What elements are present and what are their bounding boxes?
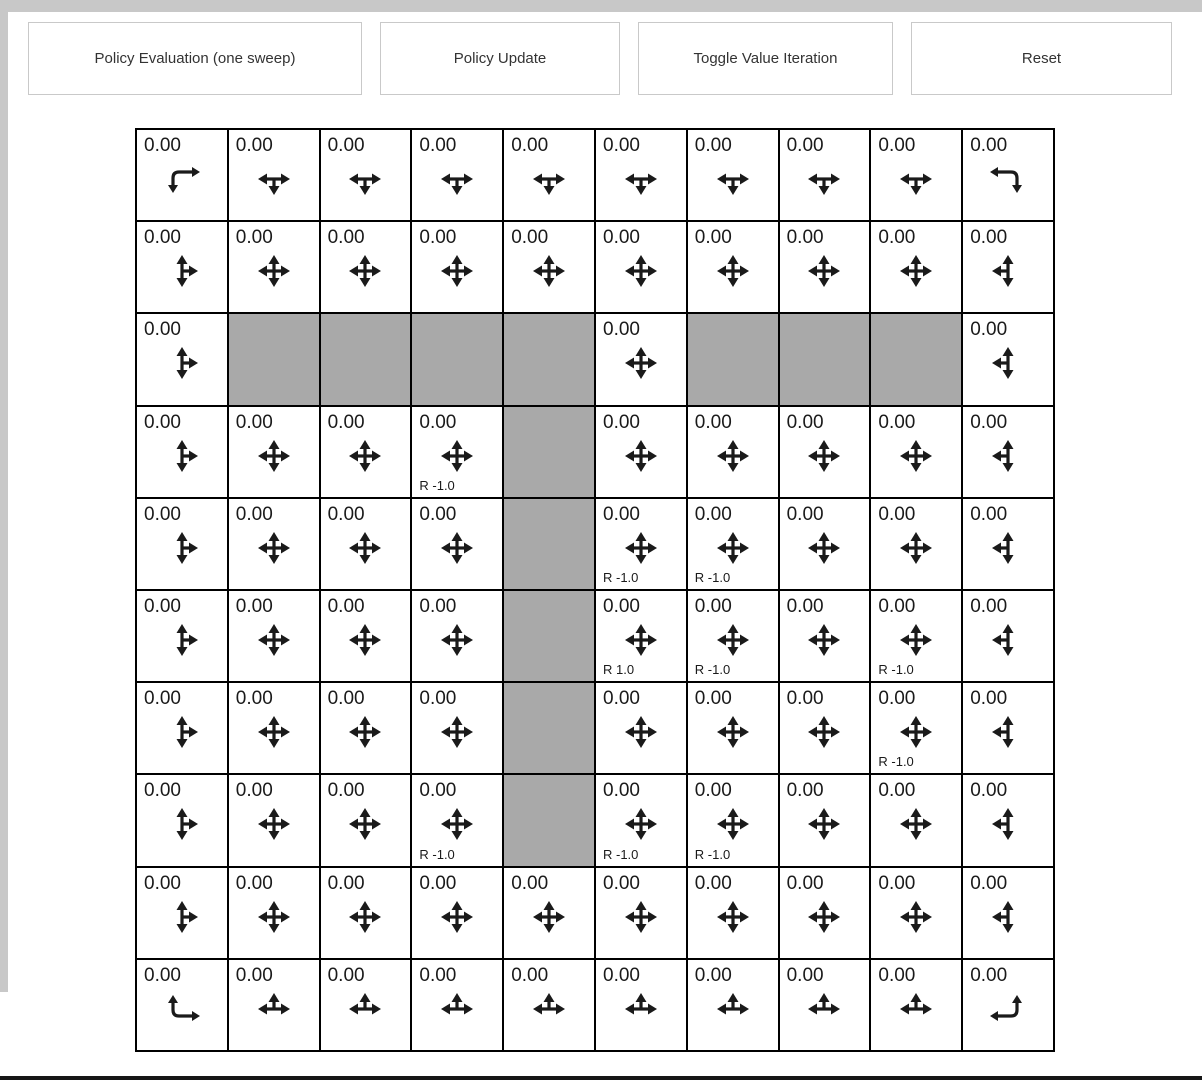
grid-cell-wall[interactable] xyxy=(504,314,594,404)
grid-cell[interactable] xyxy=(137,868,227,958)
cell-value: 0.00 xyxy=(235,411,273,433)
grid-cell[interactable] xyxy=(596,683,686,773)
grid-cell[interactable] xyxy=(963,775,1053,865)
cell-value: 0.00 xyxy=(419,872,457,894)
grid-cell[interactable] xyxy=(871,775,961,865)
policy-arrow-icon xyxy=(621,159,661,199)
policy-arrow-icon xyxy=(254,712,294,752)
grid-cell[interactable] xyxy=(871,130,961,220)
grid-cell[interactable] xyxy=(688,499,778,589)
policy-arrow-icon xyxy=(621,712,661,752)
cell-value: 0.00 xyxy=(878,688,916,710)
policy-arrow-icon xyxy=(162,436,202,476)
policy-arrow-icon xyxy=(254,620,294,660)
policy-arrow-icon xyxy=(988,989,1028,1029)
cell-value: 0.00 xyxy=(786,688,824,710)
policy-arrow-icon xyxy=(896,620,936,660)
grid-cell-wall[interactable] xyxy=(504,775,594,865)
policy-arrow-icon xyxy=(896,897,936,937)
cell-value: 0.00 xyxy=(786,872,824,894)
grid-cell[interactable] xyxy=(504,222,594,312)
policy-arrow-icon xyxy=(621,528,661,568)
policy-arrow-icon xyxy=(896,712,936,752)
cell-reward: R -1.0 xyxy=(878,662,914,678)
policy-arrow-icon xyxy=(804,251,844,291)
cell-reward: R -1.0 xyxy=(419,846,455,862)
cell-value: 0.00 xyxy=(144,135,181,156)
cell-value: 0.00 xyxy=(970,227,1008,249)
policy-arrow-icon xyxy=(804,159,844,199)
policy-arrow-icon xyxy=(345,620,385,660)
policy-arrow-icon xyxy=(529,159,569,199)
cell-value: 0.00 xyxy=(970,780,1008,802)
grid-cell[interactable] xyxy=(321,222,411,312)
cell-value: 0.00 xyxy=(970,688,1008,710)
policy-arrow-icon xyxy=(621,251,661,291)
reset-button[interactable]: Reset xyxy=(911,22,1172,95)
grid-cell[interactable] xyxy=(321,683,411,773)
grid-cell[interactable] xyxy=(321,868,411,958)
policy-arrow-icon xyxy=(896,436,936,476)
policy-arrow-icon xyxy=(437,989,477,1029)
cell-value: 0.00 xyxy=(603,503,640,525)
policy-arrow-icon xyxy=(896,804,936,844)
grid-cell[interactable] xyxy=(688,591,778,681)
cell-reward: R -1.0 xyxy=(603,846,639,862)
grid-cell[interactable] xyxy=(321,130,411,220)
cell-value: 0.00 xyxy=(786,595,824,617)
grid-cell[interactable] xyxy=(596,868,686,958)
cell-value: 0.00 xyxy=(603,319,640,341)
grid-cell[interactable] xyxy=(137,407,227,497)
grid-cell[interactable] xyxy=(688,407,778,497)
policy-arrow-icon xyxy=(804,620,844,660)
policy-arrow-icon xyxy=(254,897,294,937)
cell-value: 0.00 xyxy=(878,227,916,249)
cell-value: 0.00 xyxy=(603,780,640,802)
policy-arrow-icon xyxy=(529,251,569,291)
cell-value: 0.00 xyxy=(970,135,1008,156)
grid-cell[interactable] xyxy=(412,960,502,1050)
policy-arrow-icon xyxy=(621,804,661,844)
screen-edge-bottom xyxy=(0,1076,1202,1080)
cell-value: 0.00 xyxy=(970,964,1008,986)
grid-cell[interactable] xyxy=(963,868,1053,958)
grid-cell[interactable] xyxy=(229,775,319,865)
grid-cell[interactable] xyxy=(229,960,319,1050)
cell-value: 0.00 xyxy=(694,872,732,894)
grid-cell[interactable] xyxy=(321,499,411,589)
cell-value: 0.00 xyxy=(603,872,640,894)
grid-cell[interactable] xyxy=(688,775,778,865)
grid-cell[interactable] xyxy=(963,314,1053,404)
grid-cell[interactable] xyxy=(780,775,870,865)
policy-arrow-icon xyxy=(162,528,202,568)
cell-value: 0.00 xyxy=(511,964,549,986)
cell-value: 0.00 xyxy=(327,595,365,617)
cell-value: 0.00 xyxy=(235,780,273,802)
policy-arrow-icon xyxy=(162,897,202,937)
grid-cell[interactable] xyxy=(137,130,227,220)
grid-cell[interactable] xyxy=(137,775,227,865)
grid-cell[interactable] xyxy=(871,222,961,312)
grid-cell-wall[interactable] xyxy=(504,407,594,497)
policy-arrow-icon xyxy=(988,251,1028,291)
grid-cell[interactable] xyxy=(137,222,227,312)
policy-arrow-icon xyxy=(804,804,844,844)
cell-value: 0.00 xyxy=(144,780,181,802)
cell-value: 0.00 xyxy=(144,227,181,249)
grid-cell[interactable] xyxy=(780,683,870,773)
policy-arrow-icon xyxy=(804,712,844,752)
policy-arrow-icon xyxy=(621,989,661,1029)
policy-arrow-icon xyxy=(988,528,1028,568)
cell-value: 0.00 xyxy=(144,872,181,894)
cell-value: 0.00 xyxy=(144,964,181,986)
policy-arrow-icon xyxy=(804,436,844,476)
policy-arrow-icon xyxy=(345,251,385,291)
grid-cell[interactable] xyxy=(963,591,1053,681)
policy-arrow-icon xyxy=(713,436,753,476)
grid-cell[interactable] xyxy=(871,407,961,497)
policy-arrow-icon xyxy=(713,159,753,199)
cell-value: 0.00 xyxy=(694,503,732,525)
policy-arrow-icon xyxy=(621,343,661,383)
policy-arrow-icon xyxy=(162,343,202,383)
policy-arrow-icon xyxy=(162,804,202,844)
grid-cell[interactable] xyxy=(780,499,870,589)
grid-cell[interactable] xyxy=(596,960,686,1050)
cell-reward: R -1.0 xyxy=(419,477,455,493)
cell-value: 0.00 xyxy=(786,964,824,986)
cell-value: 0.00 xyxy=(144,688,181,710)
policy-arrow-icon xyxy=(988,620,1028,660)
cell-value: 0.00 xyxy=(144,595,181,617)
cell-value: 0.00 xyxy=(419,411,457,433)
grid-cell[interactable] xyxy=(321,407,411,497)
cell-value: 0.00 xyxy=(603,595,640,617)
grid-cell[interactable] xyxy=(229,130,319,220)
cell-value: 0.00 xyxy=(694,780,732,802)
grid-cell[interactable] xyxy=(229,683,319,773)
grid-cell[interactable] xyxy=(688,960,778,1050)
cell-reward: R -1.0 xyxy=(694,569,731,585)
grid-cell-wall[interactable] xyxy=(780,314,870,404)
cell-value: 0.00 xyxy=(694,227,732,249)
grid-cell-wall[interactable] xyxy=(504,499,594,589)
grid-cell[interactable] xyxy=(137,499,227,589)
cell-value: 0.00 xyxy=(970,595,1008,617)
grid-cell[interactable] xyxy=(688,868,778,958)
grid-cell[interactable] xyxy=(321,591,411,681)
cell-value: 0.00 xyxy=(603,411,640,433)
grid-cell[interactable] xyxy=(504,130,594,220)
cell-value: 0.00 xyxy=(419,135,457,156)
policy-arrow-icon xyxy=(345,989,385,1029)
cell-value: 0.00 xyxy=(694,688,732,710)
policy-arrow-icon xyxy=(437,712,477,752)
cell-value: 0.00 xyxy=(511,872,549,894)
cell-value: 0.00 xyxy=(327,411,365,433)
cell-value: 0.00 xyxy=(786,780,824,802)
policy-evaluation-button[interactable]: Policy Evaluation (one sweep) xyxy=(28,22,362,95)
policy-arrow-icon xyxy=(988,343,1028,383)
cell-value: 0.00 xyxy=(327,503,365,525)
grid-cell[interactable] xyxy=(963,499,1053,589)
policy-arrow-icon xyxy=(254,804,294,844)
cell-value: 0.00 xyxy=(694,411,732,433)
policy-arrow-icon xyxy=(529,897,569,937)
cell-reward: R -1.0 xyxy=(603,569,639,585)
cell-value: 0.00 xyxy=(327,780,365,802)
grid-cell[interactable] xyxy=(137,591,227,681)
grid-cell[interactable] xyxy=(780,591,870,681)
grid-cell[interactable] xyxy=(780,407,870,497)
cell-value: 0.00 xyxy=(603,688,640,710)
grid-cell[interactable] xyxy=(321,960,411,1050)
cell-value: 0.00 xyxy=(878,780,916,802)
grid-cell[interactable] xyxy=(688,683,778,773)
grid-cell[interactable] xyxy=(596,775,686,865)
grid-cell-wall[interactable] xyxy=(871,314,961,404)
policy-arrow-icon xyxy=(988,436,1028,476)
grid-cell[interactable] xyxy=(229,868,319,958)
cell-reward: R -1.0 xyxy=(878,754,914,770)
policy-arrow-icon xyxy=(713,712,753,752)
policy-arrow-icon xyxy=(437,436,477,476)
policy-arrow-icon xyxy=(713,804,753,844)
cell-value: 0.00 xyxy=(419,595,457,617)
grid-cell[interactable] xyxy=(871,960,961,1050)
toolbar xyxy=(28,22,1168,95)
policy-arrow-icon xyxy=(988,804,1028,844)
policy-arrow-icon xyxy=(254,528,294,568)
cell-value: 0.00 xyxy=(235,872,273,894)
grid-cell[interactable] xyxy=(412,868,502,958)
cell-value: 0.00 xyxy=(970,411,1008,433)
policy-arrow-icon xyxy=(713,528,753,568)
policy-arrow-icon xyxy=(896,989,936,1029)
policy-arrow-icon xyxy=(804,897,844,937)
grid-cell-wall[interactable] xyxy=(688,314,778,404)
grid-cell[interactable] xyxy=(963,960,1053,1050)
grid-cell[interactable] xyxy=(963,407,1053,497)
grid-cell[interactable] xyxy=(871,499,961,589)
grid-cell[interactable] xyxy=(412,130,502,220)
cell-value: 0.00 xyxy=(694,964,732,986)
cell-value: 0.00 xyxy=(419,688,457,710)
policy-arrow-icon xyxy=(254,989,294,1029)
grid-cell[interactable] xyxy=(321,775,411,865)
cell-value: 0.00 xyxy=(327,872,365,894)
policy-arrow-icon xyxy=(345,159,385,199)
policy-arrow-icon xyxy=(437,528,477,568)
grid-cell[interactable] xyxy=(596,130,686,220)
grid-cell-wall[interactable] xyxy=(504,591,594,681)
policy-arrow-icon xyxy=(345,712,385,752)
policy-arrow-icon xyxy=(804,989,844,1029)
policy-arrow-icon xyxy=(988,159,1028,199)
grid-cell-wall[interactable] xyxy=(321,314,411,404)
grid-cell[interactable] xyxy=(871,591,961,681)
cell-value: 0.00 xyxy=(878,872,916,894)
policy-arrow-icon xyxy=(713,989,753,1029)
cell-value: 0.00 xyxy=(511,135,549,156)
grid-cell[interactable] xyxy=(137,683,227,773)
cell-value: 0.00 xyxy=(235,688,273,710)
gridworld xyxy=(135,128,1055,1052)
policy-arrow-icon xyxy=(162,251,202,291)
grid-cell[interactable] xyxy=(780,222,870,312)
grid-cell[interactable] xyxy=(596,499,686,589)
cell-value: 0.00 xyxy=(786,503,824,525)
grid-cell[interactable] xyxy=(596,591,686,681)
policy-arrow-icon xyxy=(162,620,202,660)
grid-cell-wall[interactable] xyxy=(412,314,502,404)
policy-arrow-icon xyxy=(437,620,477,660)
cell-reward: R -1.0 xyxy=(694,846,731,862)
cell-value: 0.00 xyxy=(235,964,273,986)
grid-cell[interactable] xyxy=(871,683,961,773)
policy-arrow-icon xyxy=(345,897,385,937)
cell-value: 0.00 xyxy=(235,135,273,156)
cell-value: 0.00 xyxy=(878,503,916,525)
policy-arrow-icon xyxy=(345,804,385,844)
cell-value: 0.00 xyxy=(603,135,640,156)
cell-value: 0.00 xyxy=(144,319,181,341)
grid-cell[interactable] xyxy=(229,222,319,312)
cell-value: 0.00 xyxy=(970,319,1008,341)
cell-reward: R -1.0 xyxy=(694,662,731,678)
policy-arrow-icon xyxy=(345,436,385,476)
policy-arrow-icon xyxy=(988,712,1028,752)
policy-arrow-icon xyxy=(804,528,844,568)
cell-value: 0.00 xyxy=(694,595,732,617)
cell-value: 0.00 xyxy=(878,964,916,986)
grid-cell-wall[interactable] xyxy=(504,683,594,773)
cell-reward: R 1.0 xyxy=(603,662,635,678)
grid-cell[interactable] xyxy=(229,407,319,497)
cell-value: 0.00 xyxy=(419,503,457,525)
cell-value: 0.00 xyxy=(235,503,273,525)
cell-value: 0.00 xyxy=(144,411,181,433)
grid-cell[interactable] xyxy=(963,222,1053,312)
grid-cell[interactable] xyxy=(688,222,778,312)
policy-arrow-icon xyxy=(162,989,202,1029)
grid-cell-wall[interactable] xyxy=(229,314,319,404)
cell-value: 0.00 xyxy=(144,503,181,525)
grid-cell[interactable] xyxy=(137,314,227,404)
cell-value: 0.00 xyxy=(786,135,824,156)
grid-cell[interactable] xyxy=(412,499,502,589)
grid-cell[interactable] xyxy=(504,868,594,958)
policy-arrow-icon xyxy=(529,989,569,1029)
cell-value: 0.00 xyxy=(235,227,273,249)
policy-arrow-icon xyxy=(896,528,936,568)
grid-cell[interactable] xyxy=(963,683,1053,773)
cell-value: 0.00 xyxy=(327,135,365,156)
cell-value: 0.00 xyxy=(511,227,549,249)
cell-value: 0.00 xyxy=(327,964,365,986)
grid-cell[interactable] xyxy=(504,960,594,1050)
policy-arrow-icon xyxy=(621,897,661,937)
cell-value: 0.00 xyxy=(419,227,457,249)
policy-arrow-icon xyxy=(437,804,477,844)
policy-arrow-icon xyxy=(437,251,477,291)
cell-value: 0.00 xyxy=(603,964,640,986)
grid-cell[interactable] xyxy=(596,222,686,312)
policy-arrow-icon xyxy=(896,251,936,291)
policy-arrow-icon xyxy=(254,251,294,291)
policy-arrow-icon xyxy=(254,436,294,476)
policy-arrow-icon xyxy=(437,897,477,937)
grid-cell[interactable] xyxy=(780,130,870,220)
policy-arrow-icon xyxy=(988,897,1028,937)
grid-cell[interactable] xyxy=(412,222,502,312)
policy-arrow-icon xyxy=(345,528,385,568)
grid-cell[interactable] xyxy=(780,868,870,958)
grid-cell[interactable] xyxy=(963,130,1053,220)
screen-edge-top xyxy=(0,0,1202,12)
policy-arrow-icon xyxy=(621,436,661,476)
cell-value: 0.00 xyxy=(970,503,1008,525)
cell-value: 0.00 xyxy=(878,135,916,156)
cell-value: 0.00 xyxy=(419,780,457,802)
policy-arrow-icon xyxy=(713,620,753,660)
policy-update-button[interactable]: Policy Update xyxy=(380,22,620,95)
grid-cell[interactable] xyxy=(412,775,502,865)
grid-cell[interactable] xyxy=(596,314,686,404)
cell-value: 0.00 xyxy=(603,227,640,249)
screen-edge-left xyxy=(0,0,8,992)
policy-arrow-icon xyxy=(896,159,936,199)
grid-cell[interactable] xyxy=(412,407,502,497)
policy-arrow-icon xyxy=(713,251,753,291)
toggle-value-iteration-button[interactable]: Toggle Value Iteration xyxy=(638,22,893,95)
cell-value: 0.00 xyxy=(327,688,365,710)
policy-arrow-icon xyxy=(254,159,294,199)
grid-cell[interactable] xyxy=(871,868,961,958)
grid-cell[interactable] xyxy=(688,130,778,220)
grid-cell[interactable] xyxy=(596,407,686,497)
grid-cell[interactable] xyxy=(412,591,502,681)
cell-value: 0.00 xyxy=(786,411,824,433)
policy-arrow-icon xyxy=(713,897,753,937)
grid-cell[interactable] xyxy=(229,499,319,589)
cell-value: 0.00 xyxy=(970,872,1008,894)
cell-value: 0.00 xyxy=(419,964,457,986)
grid-cell[interactable] xyxy=(780,960,870,1050)
grid-cell[interactable] xyxy=(137,960,227,1050)
cell-value: 0.00 xyxy=(327,227,365,249)
cell-value: 0.00 xyxy=(878,595,916,617)
cell-value: 0.00 xyxy=(694,135,732,156)
policy-arrow-icon xyxy=(621,620,661,660)
cell-value: 0.00 xyxy=(786,227,824,249)
cell-value: 0.00 xyxy=(235,595,273,617)
grid-cell[interactable] xyxy=(229,591,319,681)
policy-arrow-icon xyxy=(162,159,202,199)
policy-arrow-icon xyxy=(437,159,477,199)
grid-cell[interactable] xyxy=(412,683,502,773)
policy-arrow-icon xyxy=(162,712,202,752)
cell-value: 0.00 xyxy=(878,411,916,433)
